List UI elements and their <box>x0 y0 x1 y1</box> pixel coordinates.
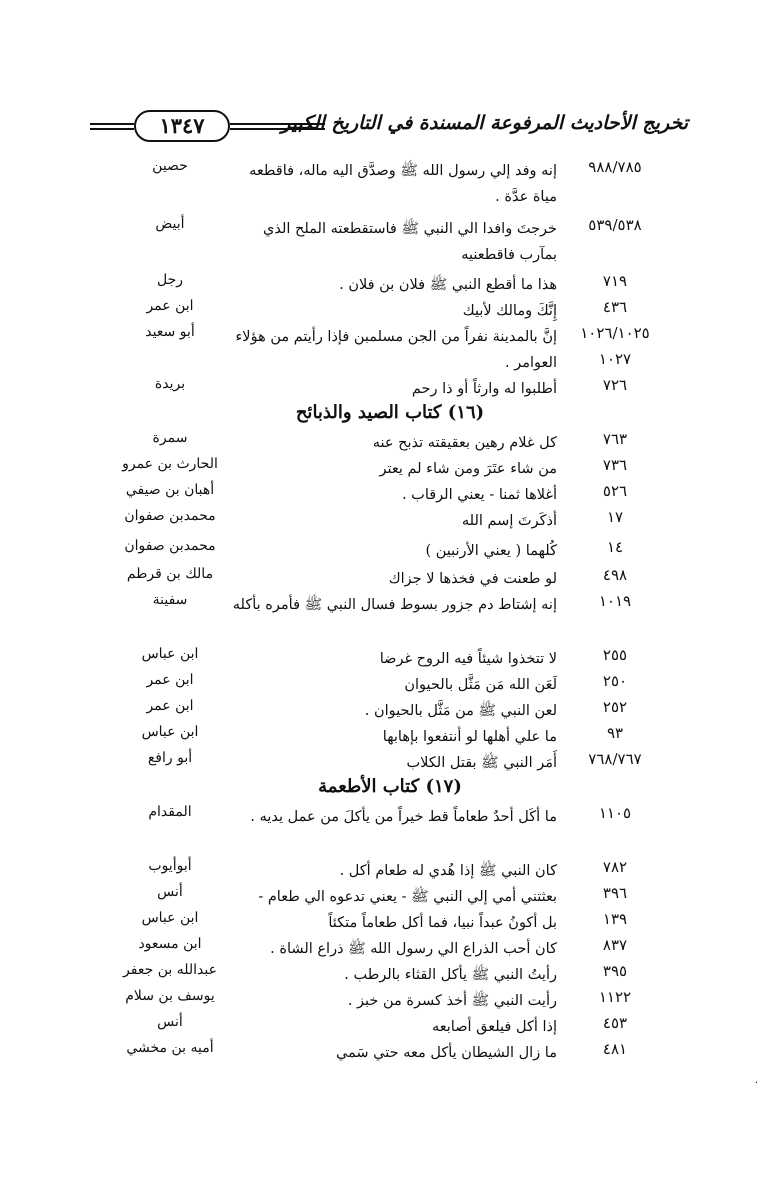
hadith-number: ٧١٩ <box>602 272 628 290</box>
hadith-text: كان النبي ﷺ إذا هُدي له طعام أكل . <box>339 863 557 879</box>
hadith-text: رأيتُ النبي ﷺ يأكل القثاء بالرطب . <box>344 967 557 983</box>
narrator: محمدبن صفوان <box>124 538 216 554</box>
section-heading: (١٦) كتاب الصيد والذبائح <box>295 402 485 423</box>
narrator: رجل <box>156 272 184 288</box>
page-number: ١٣٤٧ <box>134 110 230 142</box>
narrator: أميه بن مخشي <box>126 1040 214 1056</box>
narrator: ابن عباس <box>141 646 199 662</box>
hadith-text: أَمَر النبي ﷺ بقتل الكلاب <box>406 755 557 771</box>
hadith-text: ما زال الشيطان يأكل معه حتي سَمي <box>335 1045 557 1061</box>
hadith-text: إِنَّكَ ومالك لأبيك <box>462 303 557 319</box>
hadith-number: ١٤ <box>606 538 624 556</box>
hadith-number: ١٠٢٦/١٠٢٥ <box>580 324 650 342</box>
narrator: حصين <box>152 158 188 174</box>
hadith-number: ١٠٢٧ <box>598 350 632 368</box>
hadith-text: إنه وفد إلي رسول الله ﷺ وصدَّق اليه ماله، فاقطعه مياة عدَّة . <box>249 163 557 205</box>
hadith-number: ٤٣٦ <box>602 298 628 316</box>
hadith-text: كان أحب الذراع الي رسول الله ﷺ ذراع الشاة . <box>270 941 557 957</box>
narrator: أبيض <box>155 216 185 232</box>
hadith-number: ٤٩٨ <box>602 566 628 584</box>
narrator: بريدة <box>154 376 186 392</box>
hadith-number: ٣٩٦ <box>602 884 628 902</box>
narrator: ابن عمر <box>146 672 194 688</box>
hadith-number: ٧٢٦ <box>602 376 628 394</box>
hadith-number: ٧٨٢ <box>602 858 628 876</box>
hadith-text: كُلهما ( يعني الأرنبين ) <box>425 543 557 559</box>
hadith-number: ٤٨١ <box>602 1040 628 1058</box>
hadith-text: أذكَرتَ إسم الله <box>461 513 557 529</box>
narrator: أبوأيوب <box>148 858 192 874</box>
running-title: تخريج الأحاديث المرفوعة المسندة في التاريخ الكبير <box>281 112 688 134</box>
narrator: يوسف بن سلام <box>125 988 215 1004</box>
hadith-text: هذا ما أقطع النبي ﷺ فلان بن فلان . <box>339 277 557 293</box>
narrator: المقدام <box>148 804 192 820</box>
narrator: ابن عمر <box>146 298 194 314</box>
hadith-text: إذا أكل فيلعق أصابعه <box>431 1019 557 1035</box>
hadith-number: ١١٠٥ <box>598 804 632 822</box>
narrator: ابن عمر <box>146 698 194 714</box>
hadith-text: لو طعنت في فخذها لا جزاك <box>388 571 557 587</box>
hadith-number: ٥٣٩/٥٣٨ <box>588 216 642 234</box>
hadith-text: لعن النبي ﷺ من مَثَّل بالحيوان . <box>364 703 557 719</box>
hadith-text: لا تتخذوا شيئاً فيه الروح غرضا <box>379 651 557 667</box>
narrator: عبدالله بن جعفر <box>123 962 217 978</box>
narrator: أهبان بن صيفي <box>125 482 215 498</box>
hadith-text: إنَّ بالمدينة نفراً من الجن مسلمبن فإذا رأيتم من هؤلاء العوامر . <box>235 329 557 371</box>
hadith-text: لَعَن الله مَن مَثَّل بالحيوان <box>404 677 557 693</box>
hadith-number: ٥٢٦ <box>602 482 628 500</box>
hadith-text: كل غلام رهين بعقيقته تذبح عنه <box>372 435 557 451</box>
hadith-number: ٧٣٦ <box>602 456 628 474</box>
hadith-text: من شاء عتَرَ ومن شاء لم يعتر <box>379 461 557 477</box>
hadith-number: ٩٣ <box>606 724 624 742</box>
narrator: أنس <box>157 1014 183 1030</box>
narrator: ابن مسعود <box>138 936 202 952</box>
hadith-number: ١٧ <box>606 508 624 526</box>
hadith-text: بل أكونُ عبداً نبيا، فما أكل طعاماً متكئاً <box>328 915 557 931</box>
narrator: ابن عباس <box>141 724 199 740</box>
hadith-number: ١٠١٩ <box>598 592 632 610</box>
narrator: أبو رافع <box>147 750 193 766</box>
narrator: سفينة <box>152 592 188 608</box>
hadith-text: خرجتَ وافدا الي النبي ﷺ فاستقطعته الملح الذي بمآرب فاقطعنيه <box>262 221 557 263</box>
hadith-text: رأيت النبي ﷺ أخذ كسرة من خبز . <box>347 993 557 1009</box>
page-edge-mark: · <box>754 1078 758 1089</box>
hadith-number: ٤٥٣ <box>602 1014 628 1032</box>
hadith-number: ٢٥٥ <box>602 646 628 664</box>
narrator: ابن عباس <box>141 910 199 926</box>
section-heading: (١٧) كتاب الأطعمة <box>318 776 462 797</box>
narrator: سمرة <box>152 430 188 446</box>
hadith-number: ٣٩٥ <box>602 962 628 980</box>
page-header <box>90 110 688 144</box>
hadith-text: أطلبوا له وارثاً أو ذا رحم <box>411 381 557 397</box>
hadith-text: إنه إشتاط دم جزور بسوط فسال النبي ﷺ فأمره بأكله <box>232 597 557 613</box>
hadith-text: ما علي أهلها لو أنتفعوا بإهابها <box>382 729 557 745</box>
narrator: الحارث بن عمرو <box>122 456 218 472</box>
hadith-number: ١٣٩ <box>602 910 628 928</box>
hadith-number: ٧٦٨/٧٦٧ <box>588 750 642 768</box>
narrator: مالك بن قرطم <box>126 566 214 582</box>
hadith-text: ما أكَل أحدٌ طعاماً قط خيراً من يأكلَ من عمل يديه . <box>250 809 557 825</box>
narrator: أبو سعيد <box>145 324 195 340</box>
header-rule-left <box>90 123 134 130</box>
hadith-number: ١١٢٢ <box>598 988 632 1006</box>
hadith-number: ٢٥٠ <box>602 672 628 690</box>
hadith-text: أغلاها ثمنا - يعني الرقاب . <box>401 487 557 503</box>
hadith-number: ٢٥٢ <box>602 698 628 716</box>
hadith-number: ٨٣٧ <box>602 936 628 954</box>
narrator: محمدبن صفوان <box>124 508 216 524</box>
hadith-text: بعثتني أمي إلي النبي ﷺ - يعني تدعوه الي طعام - <box>258 889 557 905</box>
narrator: أنس <box>157 884 183 900</box>
hadith-number: ٧٦٣ <box>602 430 628 448</box>
hadith-number: ٩٨٨/٧٨٥ <box>588 158 642 176</box>
